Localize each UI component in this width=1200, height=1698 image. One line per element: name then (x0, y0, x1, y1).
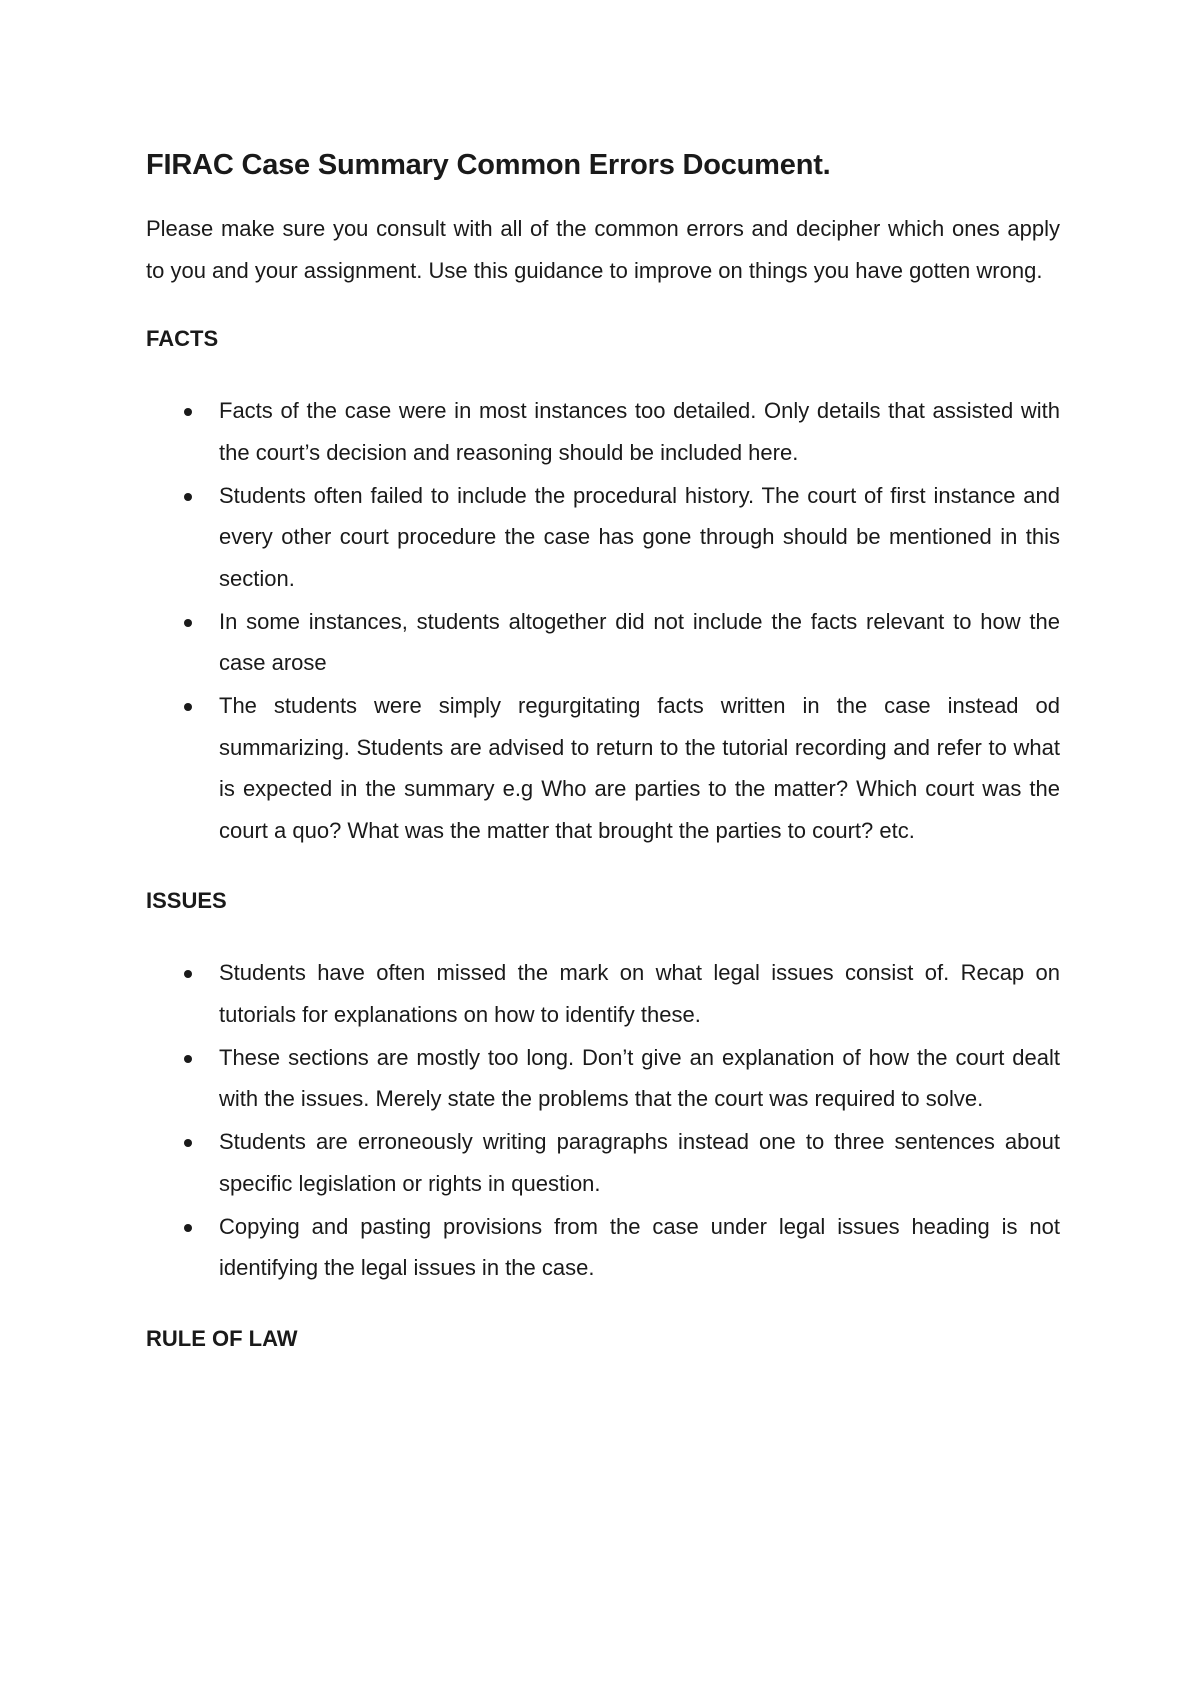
list-item-text: Facts of the case were in most instances too detailed. Only details that assisted with the court’s decision and reasoning should be included here. (219, 398, 1060, 465)
bullet-icon (184, 1224, 192, 1232)
list-item-text: Copying and pasting provisions from the case under legal issues heading is not identifying the legal issues in the case. (219, 1213, 1060, 1280)
facts-list (146, 390, 1060, 851)
list-item (146, 1121, 1060, 1204)
bullet-icon (184, 493, 192, 501)
list-item (146, 685, 1060, 851)
bullet-icon (184, 408, 192, 416)
list-item (146, 390, 1060, 473)
bullet-icon (184, 1139, 192, 1147)
list-item-text: These sections are mostly too long. Don’t give an explanation of how the court dealt with the issues. Merely state the problems that the court was required to solve. (219, 1044, 1060, 1111)
rule-of-law-heading: RULE OF LAW (146, 1325, 298, 1351)
bullet-icon (184, 703, 192, 711)
document-page (146, 138, 1060, 1359)
intro-paragraph: Please make sure you consult with all of the common errors and decipher which ones apply to you and your assignment. Use this guidance to improve on things you have gotten wrong. (146, 216, 1060, 283)
bullet-icon (184, 970, 192, 978)
bullet-icon (184, 619, 192, 627)
facts-heading: FACTS (146, 326, 219, 351)
list-item-text: Students often failed to include the procedural history. The court of first instance and every other court procedure the case has gone through should be mentioned in this section. (219, 482, 1060, 591)
list-item (146, 601, 1060, 684)
list-item (146, 1037, 1060, 1120)
document-title: FIRAC Case Summary Common Errors Document. (146, 149, 831, 181)
list-item (146, 475, 1060, 600)
issues-list (146, 952, 1060, 1289)
list-item-text: Students are erroneously writing paragraphs instead one to three sentences about specific legislation or rights in question. (219, 1129, 1060, 1196)
list-item-text: In some instances, students altogether did not include the facts relevant to how the case arose (219, 608, 1060, 675)
list-item-text: Students have often missed the mark on what legal issues consist of. Recap on tutorials for explanations on how to identify these. (219, 960, 1060, 1027)
bullet-icon (184, 1055, 192, 1063)
list-item-text: The students were simply regurgitating facts written in the case instead od summarizing. Students are advised to return to the tutorial recording and refer to what is expected in the summary e.g Who are parties to the matter? Which court was the court a quo? What was the matter that brought the parties to court? etc. (219, 693, 1060, 843)
list-item (146, 952, 1060, 1035)
list-item (146, 1206, 1060, 1289)
issues-heading: ISSUES (146, 888, 227, 913)
